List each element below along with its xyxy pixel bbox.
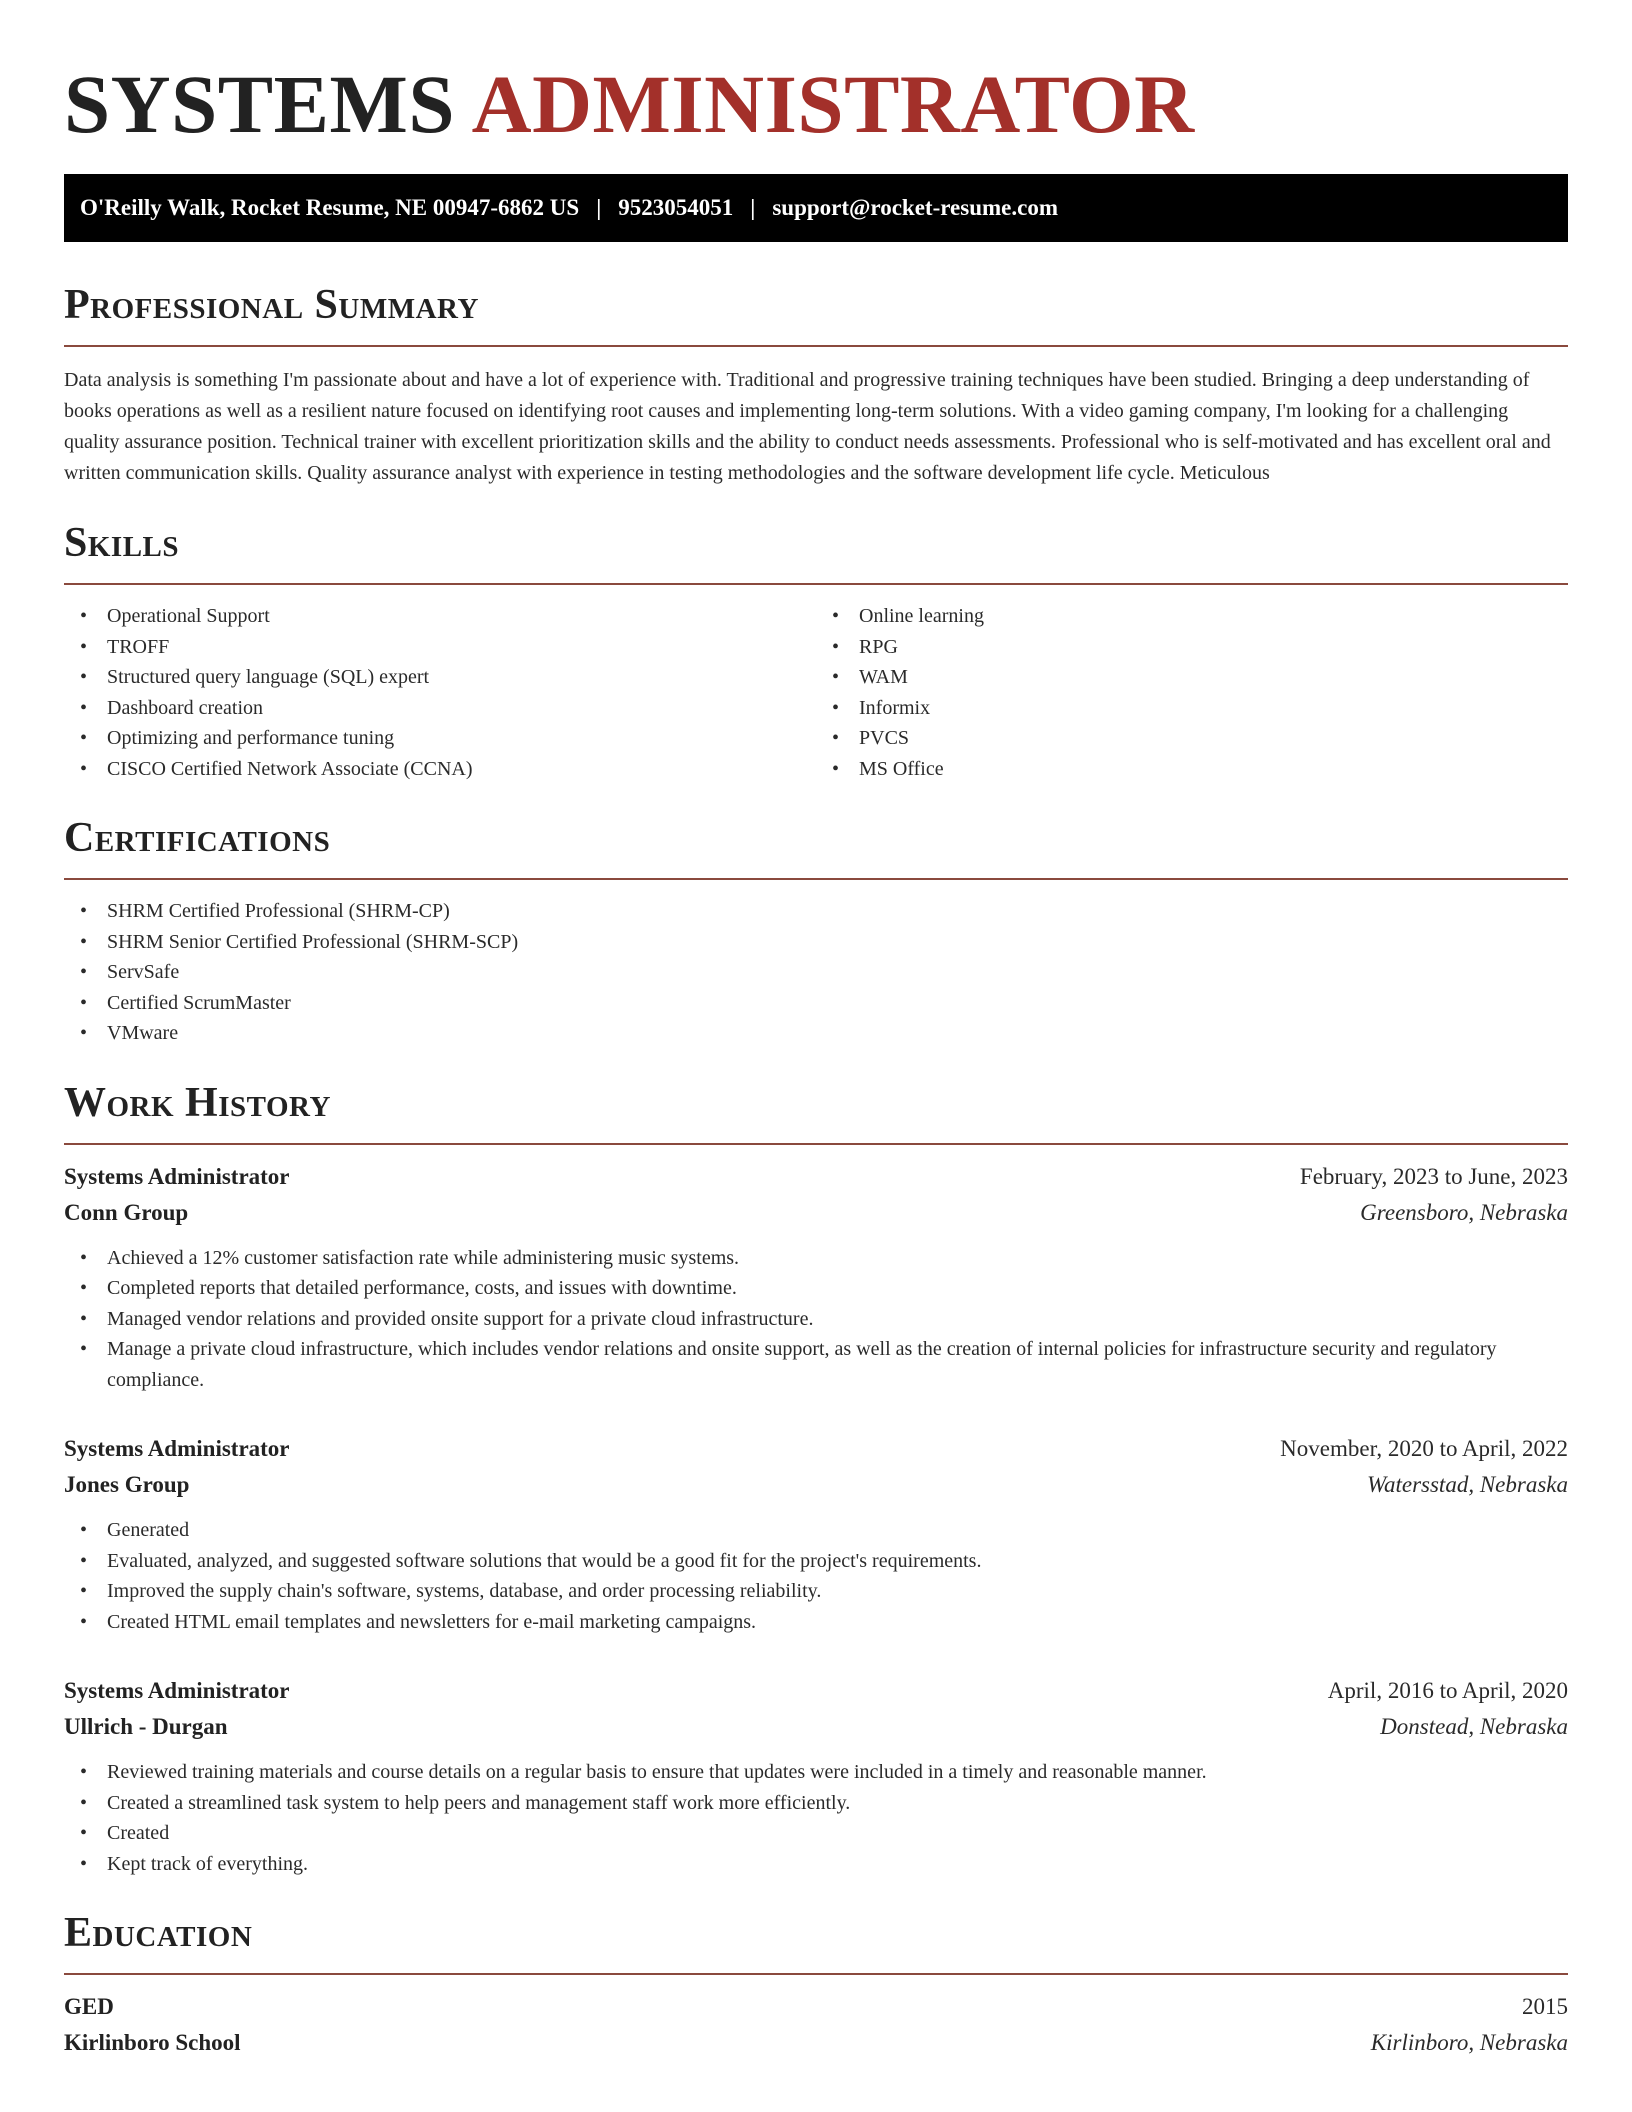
section-divider (64, 878, 1568, 880)
title-part-1: SYSTEMS (64, 58, 455, 150)
skill-item: • Online learning (816, 601, 1568, 632)
job-header (64, 1673, 1568, 1709)
job-bullets (64, 1757, 1568, 1879)
job-bullet: • Created HTML email templates and newsletters for e-mail marketing campaigns. (64, 1607, 1568, 1638)
job-bullet: • Created a streamlined task system to help peers and management staff work more efficiently. (64, 1788, 1568, 1819)
job-bullet: • Completed reports that detailed performance, costs, and issues with downtime. (64, 1273, 1568, 1304)
skill-item: • TROFF (64, 632, 816, 663)
section-title-certifications: Certifications (64, 815, 331, 861)
certifications-list (64, 896, 1568, 1049)
section-title-skills: Skills (64, 520, 180, 566)
certification-item: • SHRM Senior Certified Professional (SHRM-SCP) (64, 927, 1568, 958)
job-bullet: • Achieved a 12% customer satisfaction rate while administering music systems. (64, 1243, 1568, 1274)
job-dates: April, 2016 to April, 2020 (1327, 1678, 1568, 1703)
education-year: 2015 (1522, 1994, 1568, 2019)
skill-item: • Informix (816, 693, 1568, 724)
summary-text: Data analysis is something I'm passionate about and have a lot of experience with. Traditional and progressive training techniques have been studied. Bringing a deep understanding of books operations as well as a resilient nature focused on identifying root causes and implementing long-term solutions. With a video gaming company, I'm looking for a challenging quality assurance position. Technical trainer with excellent prioritization skills and the ability to conduct needs assessments. Professional who is self-motivated and has excellent oral and written communication skills. Quality assurance analyst with experience in testing methodologies and the software development life cycle. Meticulous (64, 369, 1551, 484)
job-company: Ullrich - Durgan (64, 1714, 228, 1739)
skill-item: • RPG (816, 632, 1568, 663)
job-role: Systems Administrator (64, 1436, 290, 1461)
job-header (64, 1431, 1568, 1467)
skill-item: • Dashboard creation (64, 693, 816, 724)
certification-item: • Certified ScrumMaster (64, 988, 1568, 1019)
job-bullet: • Evaluated, analyzed, and suggested software solutions that would be a good fit for the project's requirements. (64, 1546, 1568, 1577)
job-company: Jones Group (64, 1472, 190, 1497)
title-part-2: ADMINISTRATOR (471, 58, 1195, 150)
job-bullet: • Managed vendor relations and provided onsite support for a private cloud infrastructure. (64, 1304, 1568, 1335)
job-role: Systems Administrator (64, 1678, 290, 1703)
education-subheader (64, 2025, 1568, 2061)
contact-address: O'Reilly Walk, Rocket Resume, NE 00947-6862 US (80, 195, 580, 220)
job-entry (64, 1159, 1568, 1396)
job-dates: November, 2020 to April, 2022 (1280, 1436, 1568, 1461)
job-bullet: • Generated (64, 1515, 1568, 1546)
skills-columns (64, 585, 1568, 784)
contact-bar (64, 174, 1568, 242)
summary-section (64, 279, 1568, 489)
job-subheader (64, 1467, 1568, 1503)
certification-item: • ServSafe (64, 957, 1568, 988)
job-bullet: • Created (64, 1818, 1568, 1849)
job-location: Greensboro, Nebraska (1360, 1199, 1568, 1225)
skill-item: • Optimizing and performance tuning (64, 723, 816, 754)
skill-item: • CISCO Certified Network Associate (CCNA) (64, 754, 816, 785)
education-location: Kirlinboro, Nebraska (1370, 2030, 1568, 2055)
skill-item: • WAM (816, 662, 1568, 693)
contact-email: support@rocket-resume.com (772, 195, 1058, 220)
resume-title (64, 0, 1568, 150)
job-header (64, 1159, 1568, 1195)
job-subheader (64, 1195, 1568, 1231)
job-role: Systems Administrator (64, 1163, 290, 1189)
contact-separator: | (596, 195, 602, 220)
section-divider (64, 1143, 1568, 1145)
skill-item: • PVCS (816, 723, 1568, 754)
job-dates: February, 2023 to June, 2023 (1299, 1163, 1568, 1189)
section-title-work-history: Work History (64, 1079, 331, 1126)
skills-list-right (816, 601, 1568, 784)
education-entry (64, 1989, 1568, 2061)
job-bullet: • Manage a private cloud infrastructure, which includes vendor relations and onsite support, as well as the creation of internal policies for infrastructure security and regulatory compliance. (64, 1334, 1568, 1395)
section-title-education: Education (64, 1910, 253, 1956)
work-history-section (64, 1077, 1568, 1880)
job-company: Conn Group (64, 1199, 189, 1225)
job-bullet: • Kept track of everything. (64, 1849, 1568, 1880)
section-title-summary: Professional Summary (64, 282, 479, 328)
job-entry (64, 1431, 1568, 1637)
skills-section (64, 517, 1568, 784)
education-school: Kirlinboro School (64, 2030, 241, 2055)
certification-item: • SHRM Certified Professional (SHRM-CP) (64, 896, 1568, 927)
skill-item: • Operational Support (64, 601, 816, 632)
skill-item: • MS Office (816, 754, 1568, 785)
job-bullet: • Improved the supply chain's software, systems, database, and order processing reliability. (64, 1576, 1568, 1607)
skills-list-left (64, 601, 816, 784)
contact-phone: 9523054051 (618, 195, 734, 220)
job-bullets (64, 1243, 1568, 1396)
education-section (64, 1907, 1568, 2061)
skill-item: • Structured query language (SQL) expert (64, 662, 816, 693)
certifications-section (64, 812, 1568, 1049)
certification-item: • VMware (64, 1018, 1568, 1049)
job-subheader (64, 1709, 1568, 1745)
education-degree: GED (64, 1994, 114, 2019)
job-entry (64, 1673, 1568, 1879)
job-bullet: • Reviewed training materials and course details on a regular basis to ensure that updates were included in a timely and reasonable manner. (64, 1757, 1568, 1788)
job-location: Donstead, Nebraska (1380, 1714, 1568, 1739)
section-divider (64, 345, 1568, 347)
education-header (64, 1989, 1568, 2025)
job-bullets (64, 1515, 1568, 1637)
section-divider (64, 1973, 1568, 1975)
job-location: Watersstad, Nebraska (1366, 1472, 1568, 1497)
contact-separator: | (750, 195, 756, 220)
